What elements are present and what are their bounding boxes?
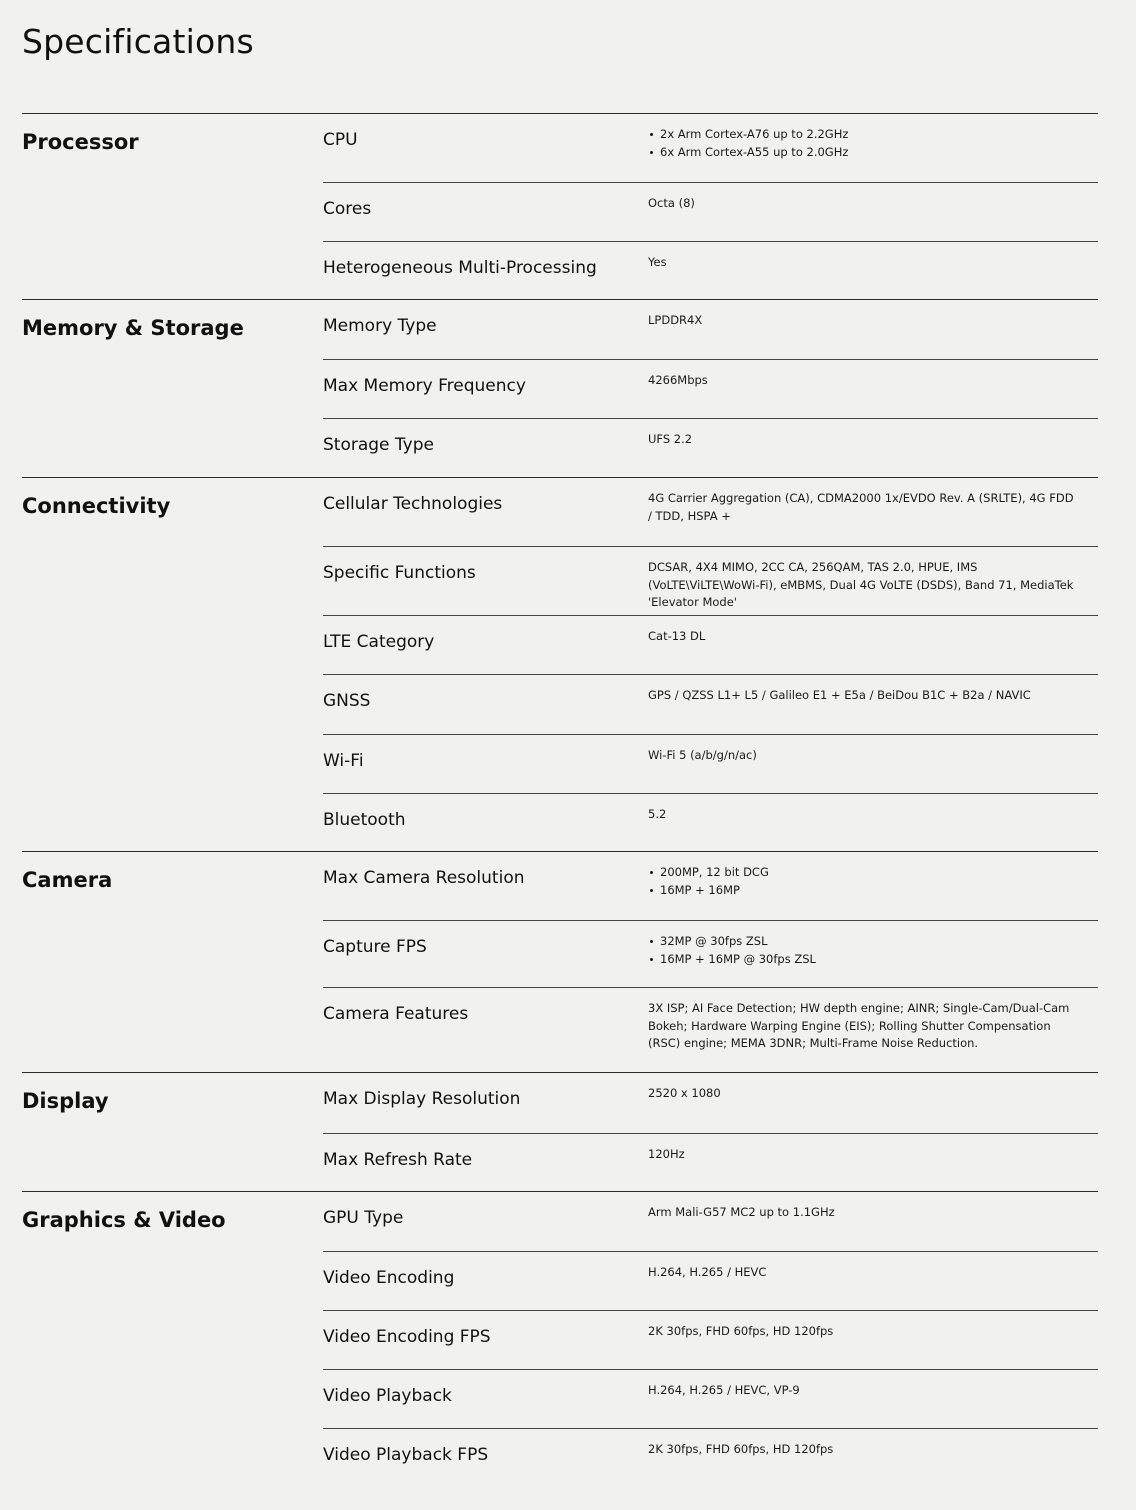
spec-value: Yes bbox=[648, 255, 667, 269]
spec-label: Max Memory Frequency bbox=[323, 376, 526, 396]
spec-value-list bbox=[648, 864, 1078, 899]
section-title: Display bbox=[22, 1089, 109, 1113]
spec-label: Video Playback bbox=[323, 1386, 452, 1406]
spec-value: 3X ISP; AI Face Detection; HW depth engine; AINR; Single-Cam/Dual-Cam Bokeh; Hardware Warping Engine (EIS); Rolling Shutter Compensation (RSC) engine; MEMA 3DNR; Multi-Frame Noise Reduction. bbox=[648, 1001, 1070, 1050]
spec-value-item: 2x Arm Cortex-A76 up to 2.2GHz bbox=[648, 126, 1078, 144]
section-title: Processor bbox=[22, 130, 139, 154]
spec-row-hmp bbox=[323, 241, 1098, 301]
spec-row-max-memory-frequency bbox=[323, 359, 1098, 419]
spec-row-cellular-technologies bbox=[323, 478, 1098, 546]
spec-value-item: 200MP, 12 bit DCG bbox=[648, 864, 1078, 882]
spec-value: 2520 x 1080 bbox=[648, 1086, 721, 1100]
spec-row-video-encoding bbox=[323, 1251, 1098, 1311]
section-connectivity bbox=[22, 477, 1098, 852]
spec-value: 4G Carrier Aggregation (CA), CDMA2000 1x/EVDO Rev. A (SRLTE), 4G FDD / TDD, HSPA + bbox=[648, 491, 1074, 523]
spec-value: LPDDR4X bbox=[648, 313, 703, 327]
spec-label: Specific Functions bbox=[323, 563, 476, 583]
spec-label: Max Refresh Rate bbox=[323, 1150, 473, 1170]
section-camera bbox=[22, 851, 1098, 1073]
spec-label: Wi-Fi bbox=[323, 751, 364, 771]
section-title: Connectivity bbox=[22, 494, 171, 518]
spec-label: Capture FPS bbox=[323, 937, 427, 957]
spec-row-specific-functions bbox=[323, 546, 1098, 616]
spec-row-memory-type bbox=[323, 300, 1098, 359]
spec-row-capture-fps bbox=[323, 920, 1098, 988]
spec-value: H.264, H.265 / HEVC bbox=[648, 1265, 767, 1279]
section-title: Camera bbox=[22, 868, 113, 892]
spec-row-max-display-resolution bbox=[323, 1073, 1098, 1133]
spec-row-video-playback bbox=[323, 1369, 1098, 1429]
spec-label: Max Display Resolution bbox=[323, 1089, 521, 1109]
spec-label: Cellular Technologies bbox=[323, 494, 503, 514]
spec-value-item: 32MP @ 30fps ZSL bbox=[648, 933, 1078, 951]
spec-value: Arm Mali-G57 MC2 up to 1.1GHz bbox=[648, 1205, 835, 1219]
spec-label: LTE Category bbox=[323, 632, 435, 652]
spec-value: 4266Mbps bbox=[648, 373, 708, 387]
spec-value: 5.2 bbox=[648, 807, 667, 821]
section-title: Memory & Storage bbox=[22, 316, 244, 340]
spec-label: Memory Type bbox=[323, 316, 437, 336]
spec-label: Camera Features bbox=[323, 1004, 469, 1024]
spec-row-storage-type bbox=[323, 418, 1098, 479]
spec-row-gpu-type bbox=[323, 1192, 1098, 1251]
section-display bbox=[22, 1072, 1098, 1192]
section-title: Graphics & Video bbox=[22, 1208, 226, 1232]
section-memory-storage bbox=[22, 299, 1098, 478]
spec-row-camera-features bbox=[323, 987, 1098, 1074]
spec-value-item: 16MP + 16MP bbox=[648, 882, 1078, 900]
spec-label: Cores bbox=[323, 199, 372, 219]
spec-label: GPU Type bbox=[323, 1208, 404, 1228]
spec-label: Video Encoding bbox=[323, 1268, 455, 1288]
spec-value: 2K 30fps, FHD 60fps, HD 120fps bbox=[648, 1324, 834, 1338]
section-processor bbox=[22, 113, 1098, 300]
spec-value: Cat-13 DL bbox=[648, 629, 706, 643]
spec-row-wifi bbox=[323, 734, 1098, 794]
spec-label: Video Playback FPS bbox=[323, 1445, 489, 1465]
spec-value: Octa (8) bbox=[648, 196, 695, 210]
spec-row-max-camera-resolution bbox=[323, 852, 1098, 920]
spec-label: Storage Type bbox=[323, 435, 434, 455]
spec-value: 120Hz bbox=[648, 1147, 685, 1161]
spec-row-cores bbox=[323, 182, 1098, 242]
spec-value: GPS / QZSS L1+ L5 / Galileo E1 + E5a / BeiDou B1C + B2a / NAVIC bbox=[648, 688, 1031, 702]
spec-row-gnss bbox=[323, 674, 1098, 735]
spec-label: Heterogeneous Multi-Processing bbox=[323, 258, 597, 278]
spec-value: UFS 2.2 bbox=[648, 432, 693, 446]
spec-label: GNSS bbox=[323, 691, 371, 711]
spec-row-bluetooth bbox=[323, 793, 1098, 853]
section-graphics-video bbox=[22, 1191, 1098, 1492]
page-title: Specifications bbox=[22, 22, 254, 61]
spec-label: Bluetooth bbox=[323, 810, 406, 830]
spec-row-video-encoding-fps bbox=[323, 1310, 1098, 1370]
spec-row-video-playback-fps bbox=[323, 1428, 1098, 1488]
spec-value: Wi-Fi 5 (a/b/g/n/ac) bbox=[648, 748, 757, 762]
spec-value-list bbox=[648, 126, 1078, 161]
spec-label: CPU bbox=[323, 130, 358, 150]
spec-value-list bbox=[648, 933, 1078, 968]
spec-row-lte-category bbox=[323, 615, 1098, 675]
spec-label: Video Encoding FPS bbox=[323, 1327, 491, 1347]
spec-row-cpu bbox=[323, 114, 1098, 182]
spec-label: Max Camera Resolution bbox=[323, 868, 525, 888]
spec-value: 2K 30fps, FHD 60fps, HD 120fps bbox=[648, 1442, 834, 1456]
spec-value: DCSAR, 4X4 MIMO, 2CC CA, 256QAM, TAS 2.0, HPUE, IMS (VoLTE\ViLTE\WoWi-Fi), eMBMS, Dual 4G VoLTE (DSDS), Band 71, MediaTek 'Elevator Mode' bbox=[648, 560, 1074, 609]
spec-value-item: 6x Arm Cortex-A55 up to 2.0GHz bbox=[648, 144, 1078, 162]
spec-row-max-refresh-rate bbox=[323, 1133, 1098, 1193]
spec-value-item: 16MP + 16MP @ 30fps ZSL bbox=[648, 951, 1078, 969]
spec-value: H.264, H.265 / HEVC, VP-9 bbox=[648, 1383, 800, 1397]
